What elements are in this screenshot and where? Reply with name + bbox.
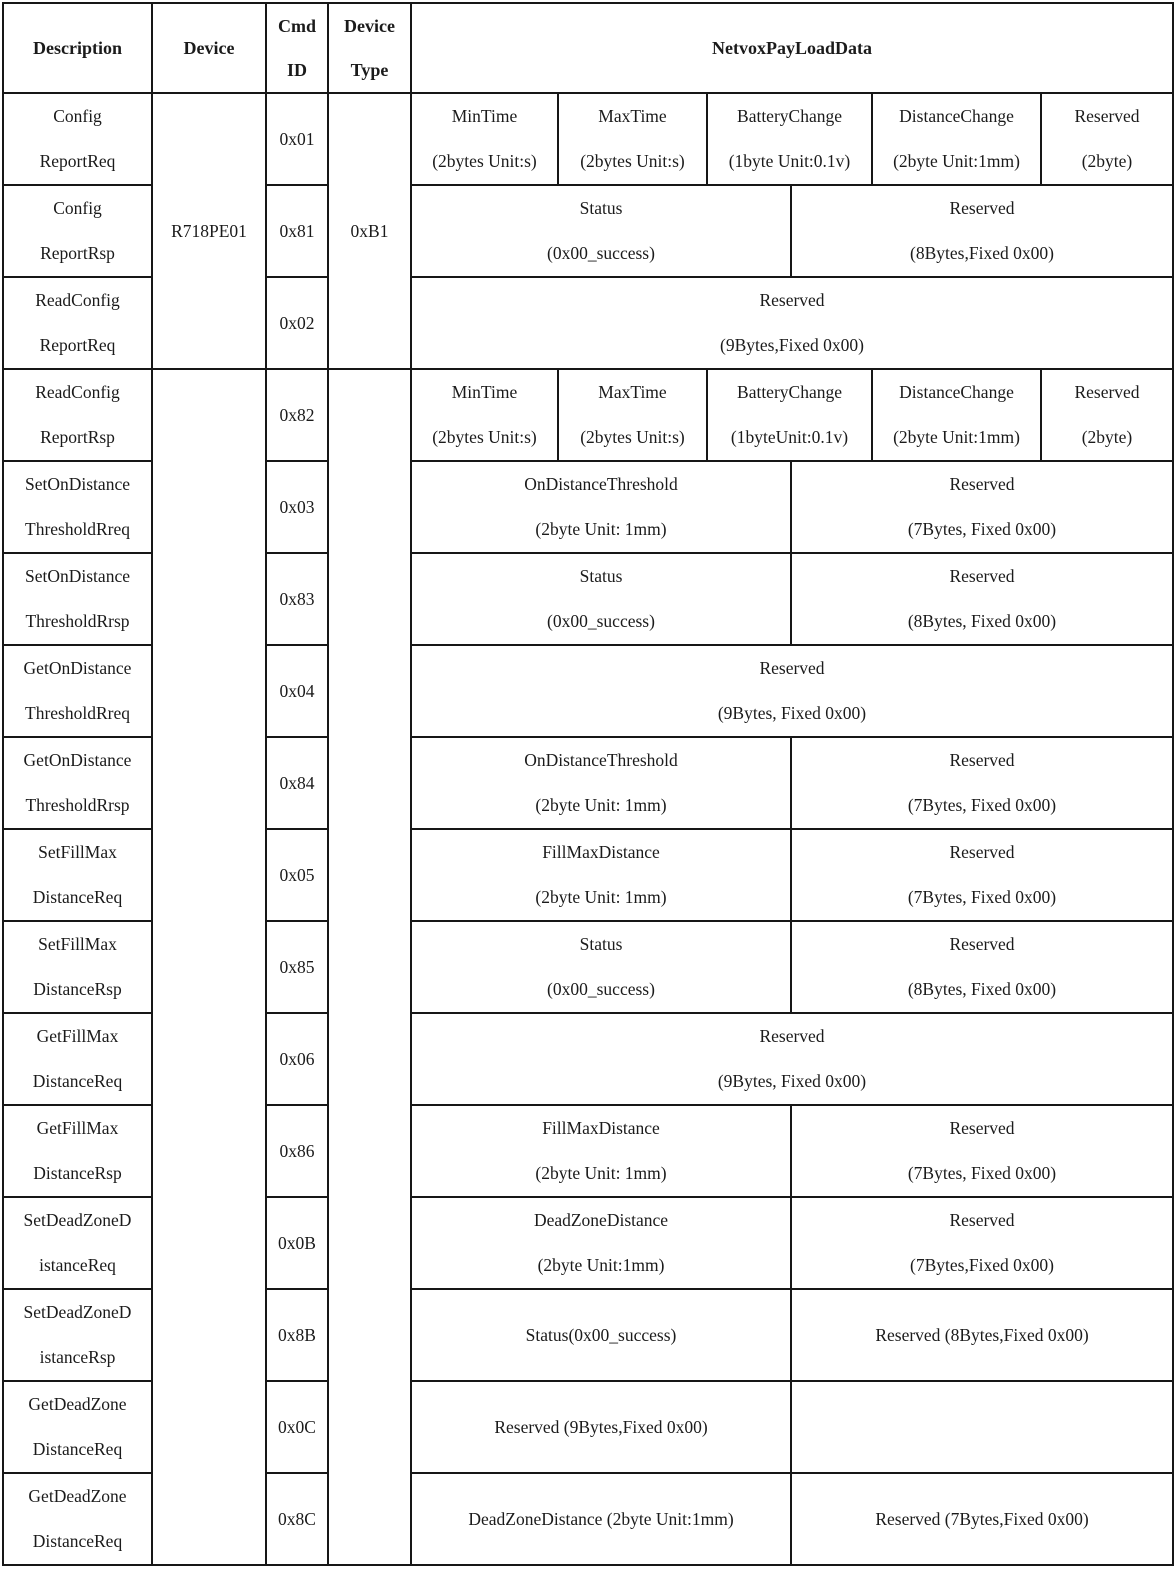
cell-line: Config	[53, 106, 102, 126]
cell-line: (2byte Unit:1mm)	[537, 1255, 665, 1275]
cmd-id-cell	[266, 737, 328, 829]
cell-line: (2bytes Unit:s)	[432, 151, 537, 171]
cmd-id-cell	[266, 185, 328, 277]
cell-line: 0x85	[279, 956, 315, 977]
cell-line: (7Bytes, Fixed 0x00)	[907, 519, 1057, 539]
cell-line: (7Bytes, Fixed 0x00)	[907, 887, 1057, 907]
payload-cell	[411, 737, 791, 829]
payload-cell	[411, 369, 558, 461]
cell-line: SetFillMax	[38, 934, 117, 954]
cell-line: Device	[183, 38, 235, 58]
cell-line: ThresholdRreq	[25, 703, 130, 723]
cell-line: (1byte Unit:0.1v)	[728, 151, 851, 171]
cell-line: FillMaxDistance	[542, 842, 660, 862]
payload-cell	[707, 93, 872, 185]
payload-cell	[558, 93, 707, 185]
description-cell	[3, 1105, 152, 1197]
cell-line: BatteryChange	[737, 382, 842, 402]
device-type-cell	[328, 93, 411, 369]
cell-line: istanceReq	[39, 1255, 116, 1275]
payload-cell	[411, 1381, 791, 1473]
payload-cell	[791, 553, 1173, 645]
payload-cell	[411, 1289, 791, 1381]
cell-line: Reserved	[949, 198, 1015, 218]
cell-line: (2bytes Unit:s)	[432, 427, 537, 447]
cell-line: MaxTime	[598, 106, 667, 126]
cell-line: ReportReq	[39, 335, 116, 355]
cell-line: Reserved	[759, 658, 825, 678]
cell-line: OnDistanceThreshold	[524, 750, 678, 770]
cell-line: 0x0B	[278, 1232, 316, 1253]
cell-line: (2bytes Unit:s)	[580, 151, 685, 171]
cell-line: 0x86	[279, 1140, 315, 1161]
cell-line: Reserved	[949, 842, 1015, 862]
cell-line: 0x01	[279, 128, 315, 149]
cell-line: GetOnDistance	[23, 750, 132, 770]
cell-line: (7Bytes, Fixed 0x00)	[907, 1163, 1057, 1183]
cell-line: Reserved (9Bytes,Fixed 0x00)	[494, 1416, 708, 1437]
cell-line: GetFillMax	[36, 1026, 119, 1046]
cell-line: 0x84	[279, 772, 315, 793]
cell-line: 0x8B	[278, 1324, 316, 1345]
cell-line: 0x02	[279, 312, 315, 333]
cell-line: Status(0x00_success)	[525, 1324, 677, 1345]
cmd-id-cell	[266, 461, 328, 553]
cmd-id-cell	[266, 277, 328, 369]
device-cell	[152, 93, 266, 369]
description-cell	[3, 1289, 152, 1381]
cell-line: Reserved	[1074, 382, 1140, 402]
cell-line: (9Bytes,Fixed 0x00)	[720, 335, 864, 355]
cell-line: istanceRsp	[39, 1347, 116, 1367]
device-cell-empty	[152, 369, 266, 1565]
cell-line: Config	[53, 198, 102, 218]
cell-line: DistanceRsp	[33, 1163, 122, 1183]
cell-line: GetDeadZone	[28, 1486, 127, 1506]
description-cell	[3, 1473, 152, 1565]
cell-line: 0x83	[279, 588, 315, 609]
cell-line: OnDistanceThreshold	[524, 474, 678, 494]
cell-line: MaxTime	[598, 382, 667, 402]
cell-line: DistanceReq	[32, 1071, 123, 1091]
cell-line: Status	[579, 198, 623, 218]
cmd-id-cell	[266, 93, 328, 185]
cell-line: (2bytes Unit:s)	[580, 427, 685, 447]
cell-line: 0x04	[279, 680, 315, 701]
cmd-id-cell	[266, 645, 328, 737]
cell-line: (8Bytes,Fixed 0x00)	[910, 243, 1054, 263]
cell-line: DistanceReq	[32, 1531, 123, 1551]
description-cell	[3, 645, 152, 737]
cell-line: (1byteUnit:0.1v)	[730, 427, 849, 447]
cell-line: ReportRsp	[40, 427, 115, 447]
cell-line: 0x81	[279, 220, 315, 241]
cell-line: 0xB1	[350, 220, 389, 241]
cell-line: (2byte)	[1081, 151, 1133, 171]
cell-line: Reserved	[1074, 106, 1140, 126]
cell-line: MinTime	[451, 382, 518, 402]
cell-line: 0x0C	[278, 1416, 316, 1437]
description-cell	[3, 369, 152, 461]
cell-line: ReportRsp	[40, 243, 115, 263]
payload-cell	[411, 1013, 1173, 1105]
cell-line: ThresholdRrsp	[25, 611, 130, 631]
cell-line: 0x03	[279, 496, 315, 517]
payload-cell	[558, 369, 707, 461]
cell-line: (0x00_success)	[547, 611, 655, 631]
cell-line: Reserved	[759, 1026, 825, 1046]
cell-line: 0x05	[279, 864, 315, 885]
cmd-id-cell	[266, 1013, 328, 1105]
cmd-id-cell	[266, 1197, 328, 1289]
cell-line: Reserved	[949, 750, 1015, 770]
payload-cell	[872, 369, 1041, 461]
payload-cell	[791, 461, 1173, 553]
description-cell	[3, 461, 152, 553]
payload-cell	[791, 1289, 1173, 1381]
cmd-id-cell	[266, 369, 328, 461]
table-row	[3, 93, 1173, 185]
cmd-id-cell	[266, 1473, 328, 1565]
cmd-id-cell	[266, 1289, 328, 1381]
description-cell	[3, 1013, 152, 1105]
cell-line: DeadZoneDistance	[533, 1210, 669, 1230]
payload-cell	[707, 369, 872, 461]
table-row	[3, 369, 1173, 461]
cell-line: MinTime	[451, 106, 518, 126]
cell-line: (8Bytes, Fixed 0x00)	[907, 979, 1057, 999]
cell-line: Reserved (7Bytes,Fixed 0x00)	[875, 1508, 1089, 1529]
header-device	[152, 3, 266, 93]
cmd-id-cell	[266, 553, 328, 645]
cmd-id-cell	[266, 921, 328, 1013]
description-cell	[3, 553, 152, 645]
cell-line: (2byte Unit:1mm)	[893, 427, 1020, 447]
description-cell	[3, 277, 152, 369]
cell-line: SetDeadZoneD	[23, 1302, 132, 1322]
cell-line: Status	[579, 934, 623, 954]
cell-line: ThresholdRreq	[25, 519, 130, 539]
cell-line: DistanceReq	[32, 887, 123, 907]
cell-line: Cmd	[277, 16, 316, 36]
description-cell	[3, 1197, 152, 1289]
payload-cell	[411, 1197, 791, 1289]
cell-line: (2byte Unit: 1mm)	[535, 887, 667, 907]
payload-cell	[791, 185, 1173, 277]
device-type-cell-empty	[328, 369, 411, 1565]
cell-line: SetOnDistance	[25, 566, 130, 586]
header-row	[3, 3, 1173, 93]
cell-line: (8Bytes, Fixed 0x00)	[907, 611, 1057, 631]
cell-line: BatteryChange	[737, 106, 842, 126]
header-description	[3, 3, 152, 93]
cell-line: Reserved (8Bytes,Fixed 0x00)	[875, 1324, 1089, 1345]
payload-cell	[872, 93, 1041, 185]
cell-line: Device	[344, 16, 395, 36]
payload-cell	[411, 185, 791, 277]
cell-line: 0x8C	[278, 1508, 316, 1529]
cell-line: (0x00_success)	[547, 979, 655, 999]
cell-line: 0x82	[279, 404, 315, 425]
cell-line: FillMaxDistance	[542, 1118, 660, 1138]
description-cell	[3, 737, 152, 829]
payload-cell	[411, 645, 1173, 737]
cell-line: Description	[33, 38, 122, 58]
cell-line: (2byte Unit: 1mm)	[535, 795, 667, 815]
payload-cell	[411, 1105, 791, 1197]
cell-line: DeadZoneDistance (2byte Unit:1mm)	[468, 1508, 734, 1529]
header-cmd-id	[266, 3, 328, 93]
cell-line: Status	[579, 566, 623, 586]
header-device-type	[328, 3, 411, 93]
cell-line: (7Bytes, Fixed 0x00)	[907, 795, 1057, 815]
payload-cell	[411, 829, 791, 921]
cell-line: SetFillMax	[38, 842, 117, 862]
cell-line: DistanceRsp	[33, 979, 122, 999]
cell-line: GetOnDistance	[23, 658, 132, 678]
payload-table	[2, 2, 1174, 1566]
cell-line: Reserved	[949, 1210, 1015, 1230]
cell-line: DistanceChange	[899, 382, 1014, 402]
cell-line: (2byte)	[1081, 427, 1133, 447]
description-cell	[3, 921, 152, 1013]
cell-line: Type	[350, 60, 389, 80]
payload-cell	[1041, 93, 1173, 185]
description-cell	[3, 93, 152, 185]
description-cell	[3, 185, 152, 277]
cell-line: (9Bytes, Fixed 0x00)	[717, 703, 867, 723]
payload-cell	[411, 921, 791, 1013]
cell-line: DistanceChange	[899, 106, 1014, 126]
payload-cell-empty	[791, 1381, 1173, 1473]
description-cell	[3, 829, 152, 921]
payload-cell	[791, 921, 1173, 1013]
payload-cell	[411, 1473, 791, 1565]
cmd-id-cell	[266, 1105, 328, 1197]
cmd-id-cell	[266, 1381, 328, 1473]
payload-cell	[1041, 369, 1173, 461]
payload-cell	[411, 553, 791, 645]
description-cell	[3, 1381, 152, 1473]
cell-line: 0x06	[279, 1048, 315, 1069]
cell-line: SetOnDistance	[25, 474, 130, 494]
payload-cell	[411, 461, 791, 553]
payload-cell	[791, 1197, 1173, 1289]
cmd-id-cell	[266, 829, 328, 921]
cell-line: R718PE01	[171, 220, 247, 241]
cell-line: (2byte Unit: 1mm)	[535, 1163, 667, 1183]
cell-line: GetDeadZone	[28, 1394, 127, 1414]
cell-line: ReadConfig	[35, 382, 120, 402]
payload-cell	[791, 1105, 1173, 1197]
payload-cell	[791, 829, 1173, 921]
cell-line: Reserved	[949, 474, 1015, 494]
cell-line: DistanceReq	[32, 1439, 123, 1459]
cell-line: Reserved	[949, 566, 1015, 586]
cell-line: ReadConfig	[35, 290, 120, 310]
cell-line: GetFillMax	[36, 1118, 119, 1138]
cell-line: (0x00_success)	[547, 243, 655, 263]
cell-line: Reserved	[759, 290, 825, 310]
cell-line: NetvoxPayLoadData	[712, 38, 872, 58]
cell-line: ID	[286, 60, 307, 80]
cell-line: SetDeadZoneD	[23, 1210, 132, 1230]
cell-line: (2byte Unit:1mm)	[893, 151, 1020, 171]
payload-cell	[411, 93, 558, 185]
cell-line: (9Bytes, Fixed 0x00)	[717, 1071, 867, 1091]
payload-cell	[411, 277, 1173, 369]
cell-line: Reserved	[949, 934, 1015, 954]
cell-line: ThresholdRrsp	[25, 795, 130, 815]
cell-line: (2byte Unit: 1mm)	[535, 519, 667, 539]
cell-line: (7Bytes,Fixed 0x00)	[910, 1255, 1054, 1275]
header-payload	[411, 3, 1173, 93]
payload-cell	[791, 737, 1173, 829]
cell-line: ReportReq	[39, 151, 116, 171]
cell-line: Reserved	[949, 1118, 1015, 1138]
payload-cell	[791, 1473, 1173, 1565]
